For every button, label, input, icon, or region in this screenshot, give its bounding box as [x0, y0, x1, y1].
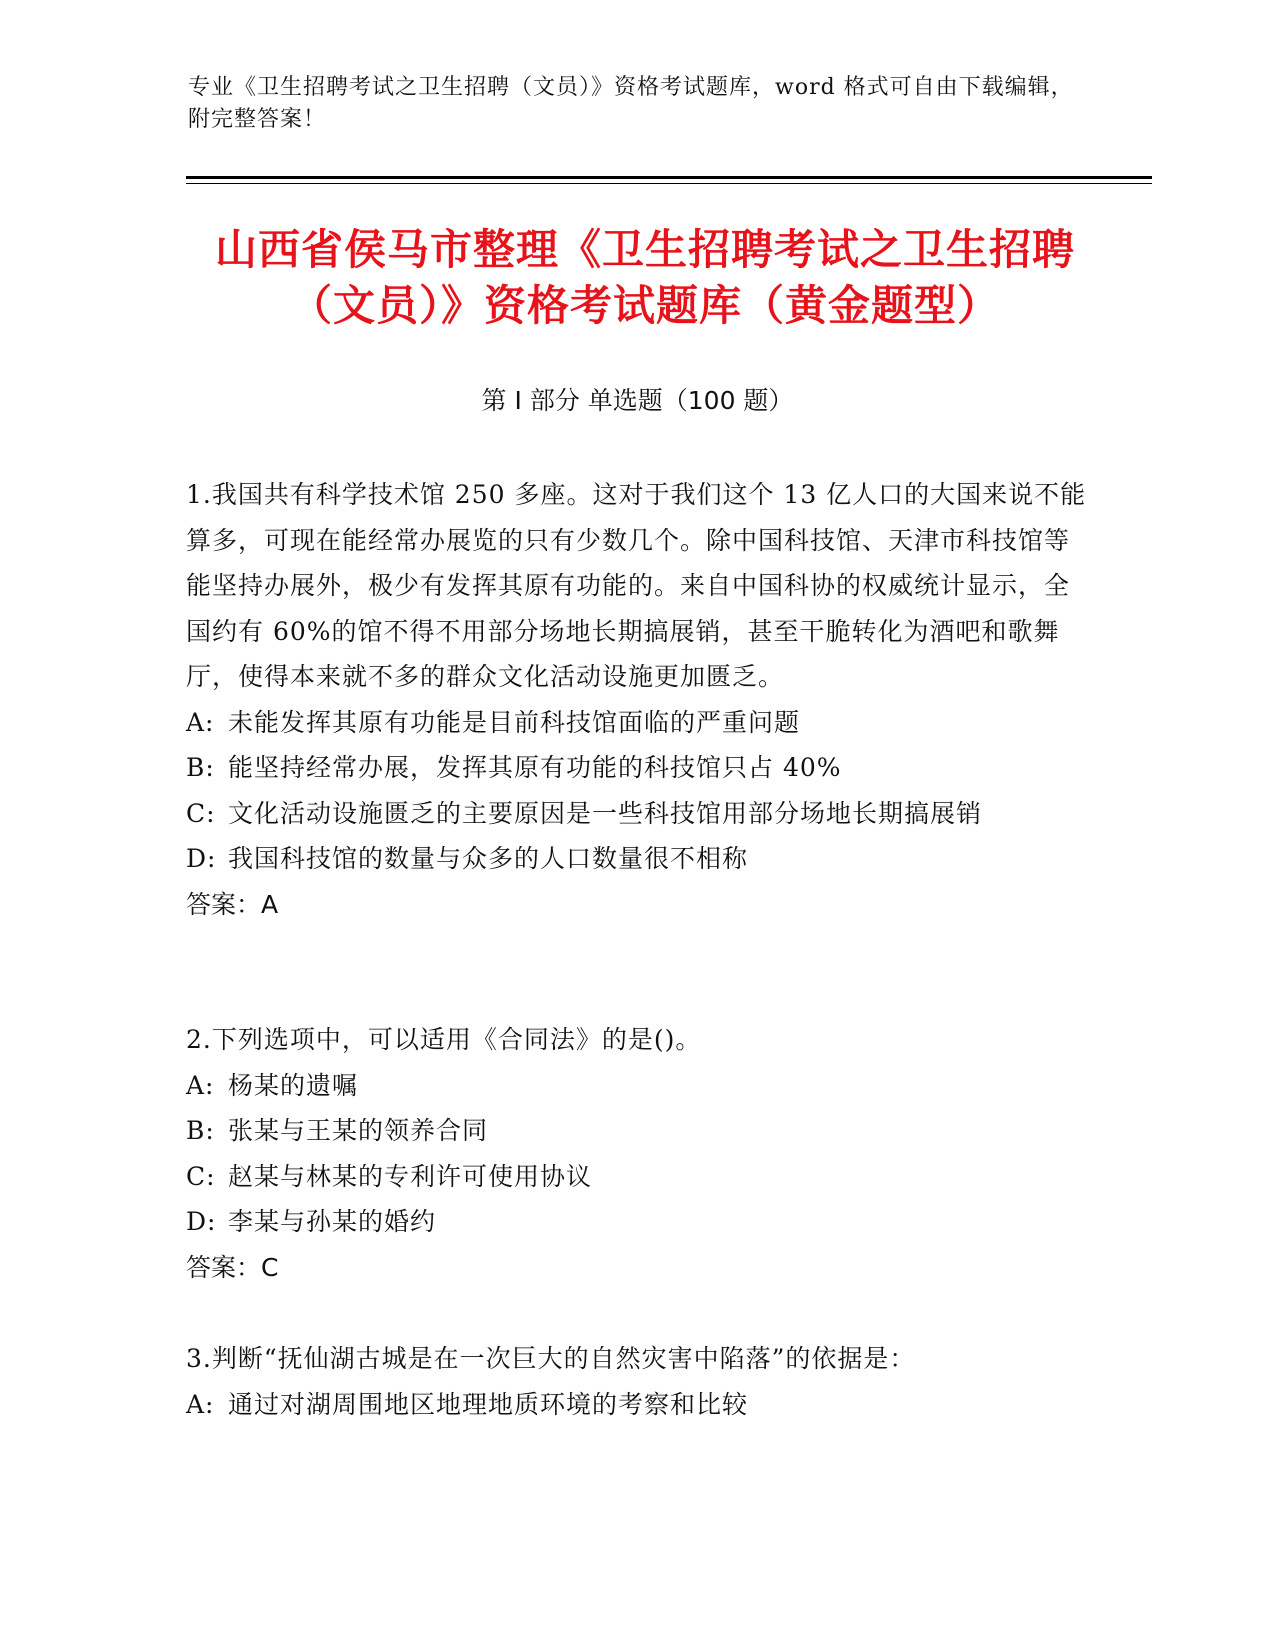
option-letter: C: [186, 798, 216, 828]
header-note: 专业《卫生招聘考试之卫生招聘（文员）》资格考试题库，word 格式可自由下载编辑，附完整答案！ [188, 75, 1074, 132]
option-text: 通过对湖周围地区地理地质环境的考察和比较 [228, 1389, 749, 1419]
option-d [186, 836, 1091, 882]
option-letter: A: [186, 707, 215, 737]
option-c [186, 1154, 1091, 1200]
option-letter: B: [186, 753, 215, 782]
option-letter: D: [186, 844, 217, 873]
question-stem: 2.下列选项中，可以适用《合同法》的是()。 [186, 1025, 702, 1054]
option-a [186, 1382, 1091, 1428]
answer-prefix: 答案： [186, 1252, 262, 1282]
option-letter: B: [186, 1116, 215, 1145]
answer-line [186, 882, 1091, 928]
option-letter: C: [186, 1161, 216, 1191]
question-1 [186, 472, 1091, 927]
option-a [186, 700, 1091, 746]
question-stem: 1.我国共有科学技术馆 250 多座。这对于我们这个 13 亿人口的大国来说不能算多，可现在能经常办展览的只有少数几个。除中国科技馆、天津市科技馆等能坚持办展外，极少有发挥其原有功能的。来自中国科协的权威统计显示，全国约有 60%的馆不得不用部分场地长期搞展销，甚至干脆转化为酒吧和歌舞厅，使得本来就不多的群众文化活动设施更加匮乏。 [186, 480, 1087, 691]
answer-value: C [261, 1252, 279, 1282]
option-a [186, 1063, 1091, 1109]
answer-prefix: 答案： [186, 889, 262, 919]
option-text: 赵某与林某的专利许可使用协议 [228, 1161, 593, 1191]
answer-line [186, 1245, 1091, 1291]
option-c [186, 791, 1091, 837]
option-text: 张某与王某的领养合同 [228, 1116, 489, 1145]
option-text: 杨某的遗嘱 [228, 1070, 359, 1100]
question-stem: 3.判断“抚仙湖古城是在一次巨大的自然灾害中陷落”的依据是： [186, 1344, 916, 1373]
option-b [186, 745, 1091, 791]
option-letter: D: [186, 1207, 217, 1236]
answer-value: A [261, 889, 279, 919]
header-rule-thin [186, 183, 1152, 184]
section-title: 第 I 部分 单选题（100 题） [481, 386, 794, 415]
option-b [186, 1108, 1091, 1154]
option-text: 李某与孙某的婚约 [228, 1207, 437, 1236]
question-2 [186, 1017, 1091, 1290]
option-text: 能坚持经常办展，发挥其原有功能的科技馆只占 40% [228, 753, 842, 782]
option-text: 我国科技馆的数量与众多的人口数量很不相称 [228, 844, 749, 873]
question-3 [186, 1336, 1091, 1427]
option-text: 未能发挥其原有功能是目前科技馆面临的严重问题 [228, 707, 801, 737]
option-letter: A: [186, 1389, 215, 1419]
header-rule-thick [186, 176, 1152, 179]
document-title: 山西省侯马市整理《卫生招聘考试之卫生招聘（文员）》资格考试题库（黄金题型） [214, 225, 1075, 330]
option-letter: A: [186, 1070, 215, 1100]
option-text: 文化活动设施匮乏的主要原因是一些科技馆用部分场地长期搞展销 [228, 798, 983, 828]
option-d [186, 1199, 1091, 1245]
